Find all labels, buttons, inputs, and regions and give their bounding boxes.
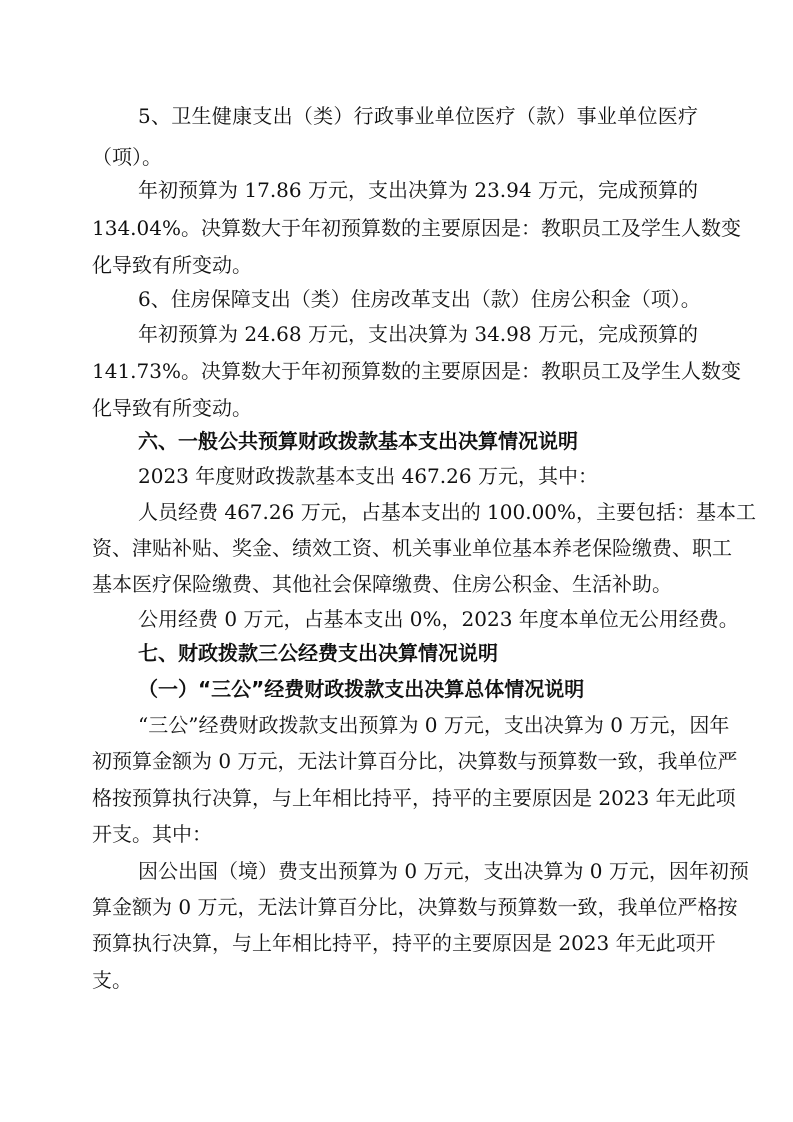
three-public-line-1: “三公”经费财政拨款支出预算为 0 万元，支出决算为 0 万元，因年	[138, 713, 730, 737]
item-5-title-line-1: 5、卫生健康支出（类）行政事业单位医疗（款）事业单位医疗	[138, 104, 698, 128]
three-public-line-2: 初预算金额为 0 万元，无法计算百分比，决算数与预算数一致，我单位严	[92, 749, 738, 773]
overseas-line-2: 算金额为 0 万元，无法计算百分比，决算数与预算数一致，我单位严格按	[92, 895, 738, 919]
personnel-line-2: 资、津贴补贴、奖金、绩效工资、机关事业单位基本养老保险缴费、职工	[92, 536, 732, 560]
item-6-title: 6、住房保障支出（类）住房改革支出（款）住房公积金（项）。	[138, 287, 701, 311]
item-5-body-line-3: 化导致有所变动。	[92, 253, 252, 277]
overseas-line-4: 支。	[92, 968, 132, 992]
section-6-summary: 2023 年度财政拨款基本支出 467.26 万元，其中：	[138, 464, 598, 488]
personnel-line-1: 人员经费 467.26 万元，占基本支出的 100.00%，主要包括：基本工	[138, 500, 757, 524]
subsection-1-heading: （一）“三公”经费财政拨款支出决算总体情况说明	[138, 677, 585, 701]
overseas-line-1: 因公出国（境）费支出预算为 0 万元，支出决算为 0 万元，因年初预	[138, 859, 749, 883]
item-5-title-line-2: （项）。	[92, 145, 162, 169]
item-6-body-line-2: 141.73%。决算数大于年初预算数的主要原因是：教职员工及学生人数变	[92, 359, 741, 383]
item-6-body-line-3: 化导致有所变动。	[92, 396, 252, 420]
item-5-body-line-2: 134.04%。决算数大于年初预算数的主要原因是：教职员工及学生人数变	[92, 216, 741, 240]
public-funds-line: 公用经费 0 万元，占基本支出 0%，2023 年度本单位无公用经费。	[138, 607, 739, 631]
personnel-line-3: 基本医疗保险缴费、其他社会保障缴费、住房公积金、生活补助。	[92, 572, 672, 596]
item-5-body-line-1: 年初预算为 17.86 万元，支出决算为 23.94 万元，完成预算的	[138, 178, 698, 202]
three-public-line-3: 格按预算执行决算，与上年相比持平，持平的主要原因是 2023 年无此项	[92, 786, 736, 810]
section-7-heading: 七、财政拨款三公经费支出决算情况说明	[138, 641, 498, 665]
overseas-line-3: 预算执行决算，与上年相比持平，持平的主要原因是 2023 年无此项开	[92, 931, 716, 955]
three-public-line-4: 开支。其中：	[92, 822, 212, 846]
item-6-body-line-1: 年初预算为 24.68 万元，支出决算为 34.98 万元，完成预算的	[138, 322, 698, 346]
section-6-heading: 六、一般公共预算财政拨款基本支出决算情况说明	[138, 429, 578, 453]
